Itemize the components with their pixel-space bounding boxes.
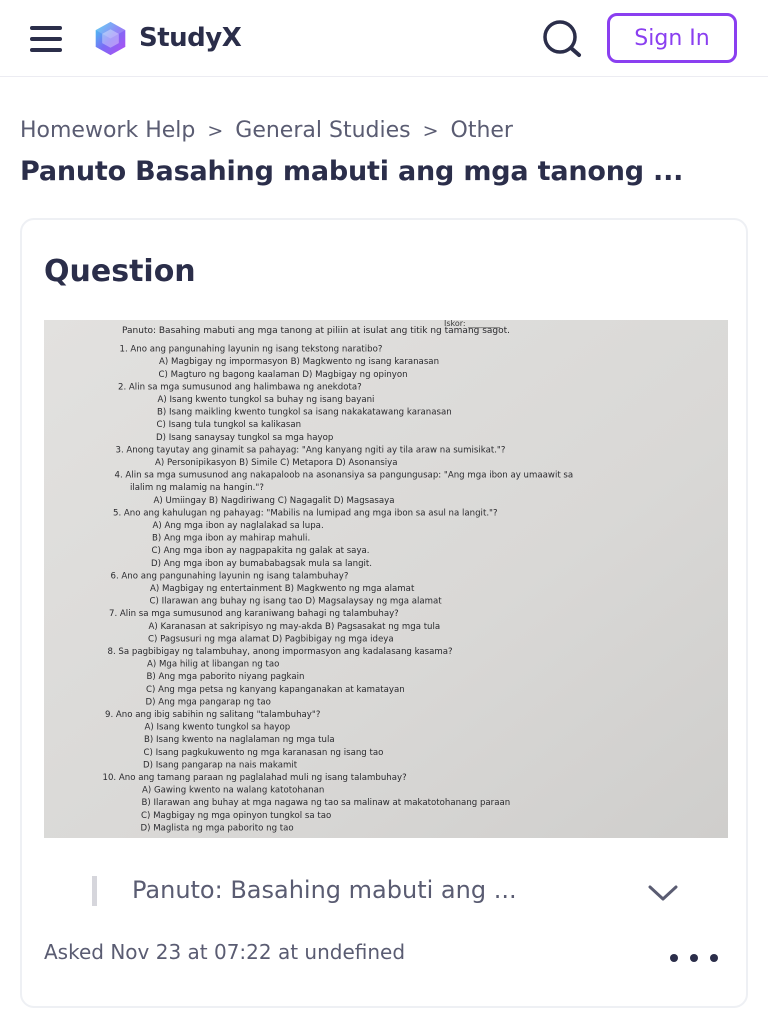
- image-text-line: C) Isang tula tungkol sa kalikasan: [156, 420, 302, 431]
- image-score-label: Iskor: ________: [444, 320, 501, 328]
- preview-text: Panuto: Basahing mabuti ang ...: [132, 876, 517, 904]
- image-text-line: D) Isang pangarap na nais makamit: [143, 760, 298, 771]
- image-text-line: C) Magbigay ng mga opinyon tungkol sa tao: [141, 810, 332, 821]
- chevron-down-icon[interactable]: [646, 882, 680, 904]
- more-options-icon[interactable]: [668, 946, 724, 970]
- breadcrumb: [20, 118, 513, 143]
- breadcrumb-separator: >: [207, 119, 224, 142]
- search-icon[interactable]: [538, 18, 582, 58]
- studyx-logo-icon: [92, 20, 129, 57]
- question-photo: [44, 320, 728, 838]
- image-text-line: A) Gawing kwento na walang katotohanan: [142, 785, 325, 796]
- image-text-line: 2. Alin sa mga sumusunod ang halimbawa ng anekdota?: [118, 382, 362, 393]
- sign-in-button[interactable]: Sign In: [607, 13, 737, 63]
- page-title: Panuto Basahing mabuti ang mga tanong ...: [20, 156, 684, 187]
- image-text-line: C) Ang mga ibon ay nagpapakita ng galak at saya.: [151, 546, 370, 557]
- image-text-line: C) Pagsusuri ng mga alamat D) Pagbibigay ng mga ideya: [148, 634, 394, 645]
- image-text-line: C) Ilarawan ang buhay ng isang tao D) Magsalaysay ng mga alamat: [149, 596, 442, 607]
- image-text-line: A) Isang kwento tungkol sa hayop: [144, 722, 291, 733]
- image-text-line: A) Umiingay B) Nagdiriwang C) Nagagalit D) Magsasaya: [153, 495, 395, 506]
- image-text-line: C) Magturo ng bagong kaalaman D) Magbigay ng opinyon: [158, 369, 408, 380]
- image-text-line: A) Magbigay ng impormasyon B) Magkwento ng isang karanasan: [159, 357, 440, 368]
- image-text-line: B) Isang maikling kwento tungkol sa isang nakakatawang karanasan: [157, 407, 452, 418]
- question-card: [20, 218, 748, 1008]
- image-instruction-line: Panuto: Basahing mabuti ang mga tanong at piliin at isulat ang titik ng tamang sagot.: [122, 326, 511, 336]
- brand-name: StudyX: [139, 23, 242, 53]
- image-text-line: A) Magbigay ng entertainment B) Magkwento ng mga alamat: [150, 584, 415, 594]
- image-text-line: 3. Anong tayutay ang ginamit sa pahayag: "Ang kanyang ngiti ay tila araw na sumisikat."?: [115, 445, 506, 456]
- image-text-line: D) Maglista ng mga paborito ng tao: [140, 823, 294, 834]
- image-text-line: D) Ang mga ibon ay bumababagsak mula sa langit.: [151, 558, 373, 569]
- preview-quote-bar: [92, 876, 97, 906]
- image-text-line: 8. Sa pagbibigay ng talambuhay, anong impormasyon ang kadalasang kasama?: [107, 647, 453, 657]
- image-text-line: 10. Ano ang tamang paraan ng paglalahad muli ng isang talambuhay?: [102, 773, 407, 783]
- image-text-line: 5. Ano ang kahulugan ng pahayag: "Mabilis na lumipad ang mga ibon sa asul na langit."?: [113, 508, 498, 519]
- breadcrumb-other[interactable]: Other: [450, 118, 513, 143]
- question-image[interactable]: [44, 320, 728, 838]
- image-text-line: B) Ang mga ibon ay mahirap mahuli.: [152, 533, 311, 544]
- image-text-line: D) Isang sanaysay tungkol sa mga hayop: [156, 432, 334, 443]
- image-text-line: A) Ang mga ibon ay naglalakad sa lupa.: [152, 521, 324, 531]
- image-text-line: A) Personipikasyon B) Simile C) Metapora D) Asonansiya: [155, 458, 398, 468]
- image-text-line: 7. Alin sa mga sumusunod ang karaniwang bahagi ng talambuhay?: [109, 609, 399, 620]
- brand-logo[interactable]: [92, 20, 241, 56]
- question-preview[interactable]: [92, 860, 682, 916]
- top-bar: [0, 0, 768, 77]
- breadcrumb-general-studies[interactable]: General Studies: [235, 118, 411, 143]
- breadcrumb-separator: >: [422, 119, 439, 142]
- image-text-line: A) Karanasan at sakripisyo ng may-akda B) Pagsasakat ng mga tula: [148, 621, 441, 632]
- image-text-line: 6. Ano ang pangunahing layunin ng isang talambuhay?: [110, 571, 349, 582]
- image-text-line: C) Ang mga petsa ng kanyang kapanganakan at kamatayan: [146, 684, 405, 695]
- image-text-line: 9. Ano ang ibig sabihin ng salitang "talambuhay"?: [105, 710, 321, 720]
- breadcrumb-homework-help[interactable]: Homework Help: [20, 118, 196, 143]
- menu-icon[interactable]: [30, 26, 62, 52]
- image-text-line: C) Isang pagkukuwento ng mga karanasan ng isang tao: [143, 747, 384, 758]
- image-text-line: A) Isang kwento tungkol sa buhay ng isang bayani: [157, 395, 375, 405]
- image-text-line: 1. Ano ang pangunahing layunin ng isang tekstong naratibo?: [119, 344, 383, 355]
- image-text-line: ilalim ng malamig na hangin."?: [130, 483, 264, 494]
- image-text-line: B) Ang mga paborito niyang pagkain: [146, 672, 305, 683]
- image-text-line: B) Isang kwento na naglalaman ng mga tula: [144, 735, 335, 746]
- question-heading: Question: [44, 254, 196, 289]
- image-text-line: A) Mga hilig at libangan ng tao: [147, 659, 280, 670]
- image-text-line: D) Ang mga pangarap ng tao: [145, 697, 271, 708]
- asked-timestamp: Asked Nov 23 at 07:22 at undefined: [44, 940, 406, 964]
- image-text-line: B) Ilarawan ang buhay at mga nagawa ng tao sa malinaw at makatotohanang paraan: [141, 798, 511, 809]
- image-text-line: 4. Alin sa mga sumusunod ang nakapaloob na asonansiya sa pangungusap: "Ang mga ibon ay umaawit sa: [114, 470, 574, 481]
